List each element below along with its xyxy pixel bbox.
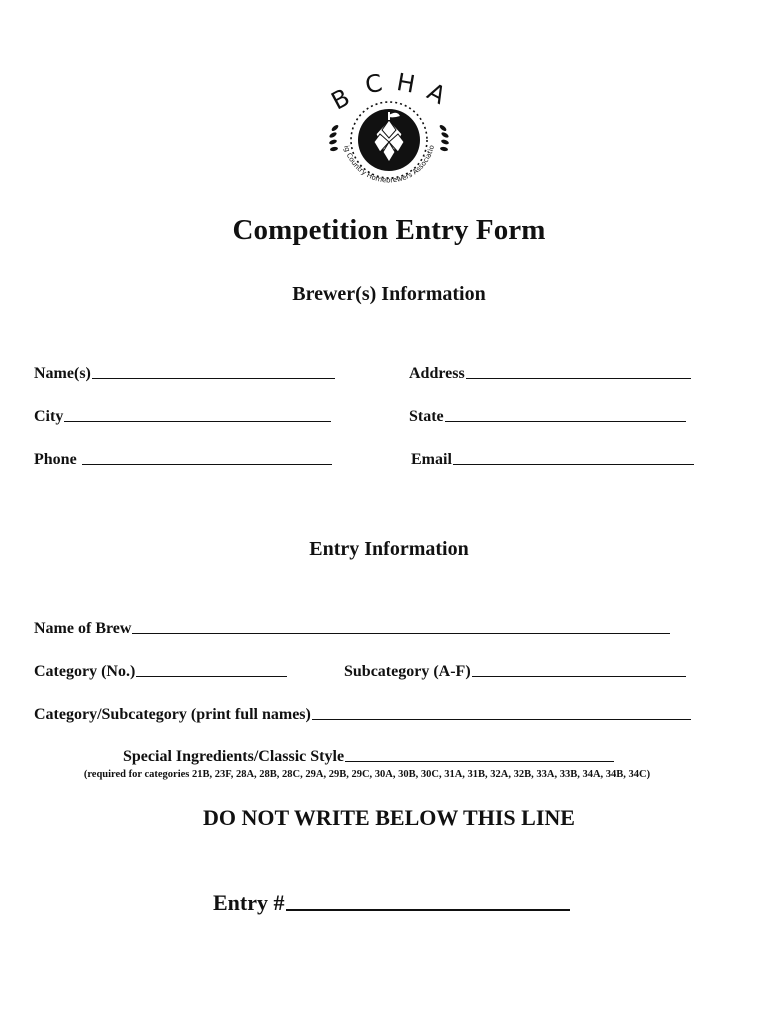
special-ingredients-field[interactable] xyxy=(123,748,614,766)
entry-info-heading: Entry Information xyxy=(309,538,469,560)
svg-text:H: H xyxy=(394,68,418,99)
phone-line[interactable] xyxy=(82,464,332,465)
svg-text:B: B xyxy=(326,83,355,116)
entry-number-line xyxy=(286,909,571,911)
brew-name-field[interactable] xyxy=(34,620,670,638)
state-label: State xyxy=(409,408,444,425)
address-line[interactable] xyxy=(466,378,691,379)
svg-text:C: C xyxy=(362,68,385,100)
state-field[interactable] xyxy=(409,408,686,426)
brewer-info-heading: Brewer(s) Information xyxy=(292,283,486,305)
required-categories-note: (required for categories 21B, 23F, 28A, 28B, 28C, 29A, 29B, 29C, 30A, 30B, 30C, 31A, 31B, 32A, 32B, 33A, 33B, 34A, 34B, 34C) xyxy=(83,769,651,780)
category-label: Category (No.) xyxy=(34,663,136,680)
city-field[interactable] xyxy=(34,408,331,426)
subcategory-line[interactable] xyxy=(472,676,686,677)
entry-number-label: Entry # xyxy=(213,890,285,915)
special-ingredients-line[interactable] xyxy=(345,761,614,762)
city-line[interactable] xyxy=(64,421,331,422)
entry-number-field xyxy=(213,890,570,916)
bcha-logo xyxy=(322,68,456,202)
address-field[interactable] xyxy=(409,365,691,383)
subcategory-label: Subcategory (A-F) xyxy=(344,663,471,680)
name-field[interactable] xyxy=(34,365,335,383)
name-label: Name(s) xyxy=(34,365,91,382)
special-ingredients-label: Special Ingredients/Classic Style xyxy=(123,748,345,765)
svg-text:A: A xyxy=(422,77,451,110)
email-field[interactable] xyxy=(411,451,694,469)
phone-field[interactable] xyxy=(34,451,332,469)
full-names-label: Category/Subcategory (print full names) xyxy=(34,706,311,723)
state-line[interactable] xyxy=(445,421,686,422)
name-line[interactable] xyxy=(92,378,335,379)
email-label: Email xyxy=(411,451,452,468)
form-title: Competition Entry Form xyxy=(232,214,546,246)
category-line[interactable] xyxy=(136,676,287,677)
do-not-write-notice: DO NOT WRITE BELOW THIS LINE xyxy=(203,805,575,830)
category-field[interactable] xyxy=(34,663,287,681)
subcategory-field[interactable] xyxy=(344,663,686,681)
brew-name-line[interactable] xyxy=(132,633,670,634)
svg-text:Big Country Homebrewers Associ: ig Country Homebrewers Associatio xyxy=(342,144,437,185)
address-label: Address xyxy=(409,365,465,382)
hop-cone-icon xyxy=(322,68,456,202)
full-names-field[interactable] xyxy=(34,706,691,724)
email-line[interactable] xyxy=(453,464,694,465)
city-label: City xyxy=(34,408,64,425)
full-names-line[interactable] xyxy=(312,719,691,720)
brew-name-label: Name of Brew xyxy=(34,620,132,637)
phone-label: Phone xyxy=(34,451,77,468)
